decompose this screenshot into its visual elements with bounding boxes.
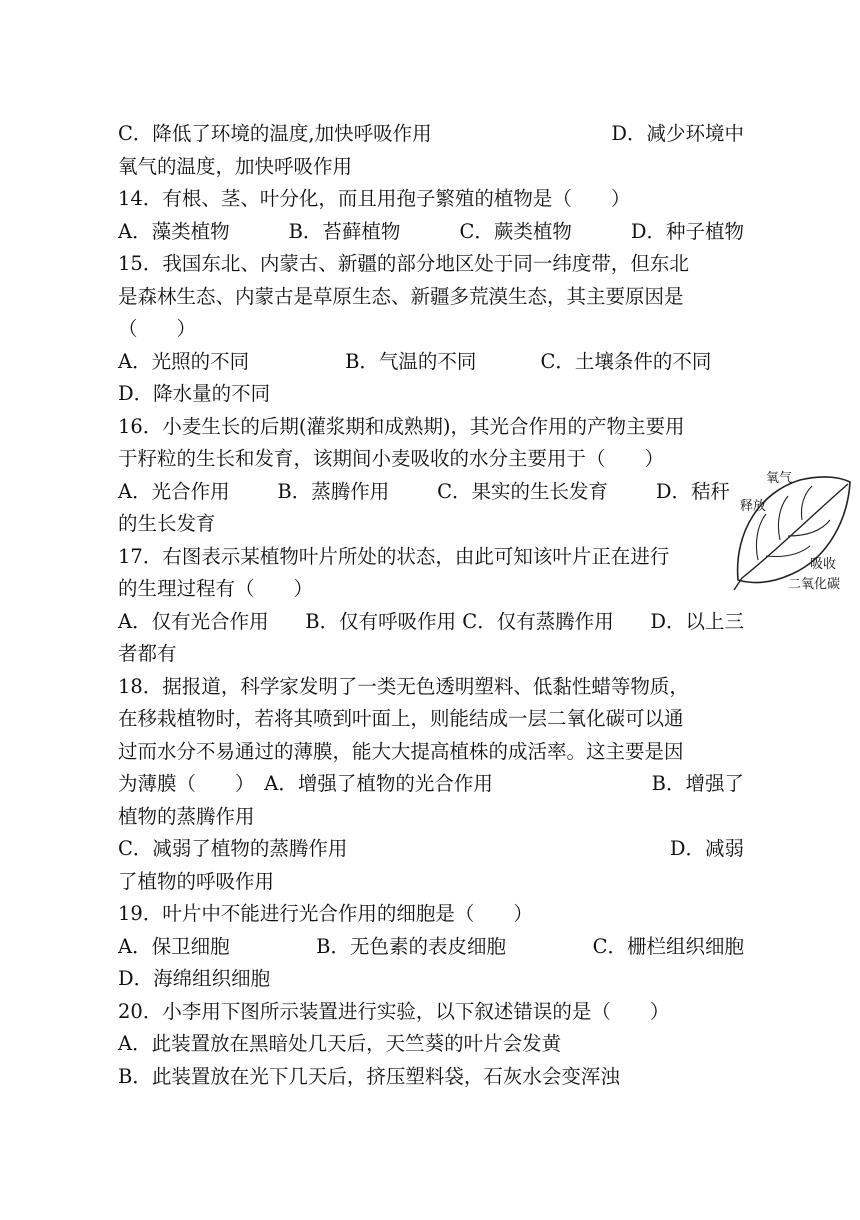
question-19: 19．叶片中不能进行光合作用的细胞是（ ） <box>118 902 533 925</box>
text-line: 氧气的温度，加快呼吸作用 <box>118 154 353 178</box>
text-line: 了植物的呼吸作用 <box>118 869 275 893</box>
option-line <box>118 118 744 151</box>
options-16 <box>118 476 730 509</box>
question-15: 15．我国东北、内蒙古、新疆的部分地区处于同一纬度带，但东北 <box>118 252 689 275</box>
absorb-label: 吸收 <box>810 557 837 572</box>
leaf-vein <box>801 486 812 520</box>
option-d: D．降水量的不同 <box>118 382 271 405</box>
option-a: A．此装置放在黑暗处几天后，天竺葵的叶片会发黄 <box>118 1032 562 1055</box>
option-d: D．海绵组织细胞 <box>118 967 271 990</box>
option-c: C．果实的生长发育 <box>437 479 609 503</box>
text-line: 过而水分不易通过的薄膜，能大大提高植株的成活率。这主要是因 <box>118 739 684 763</box>
text-line: 植物的蒸腾作用 <box>118 804 255 828</box>
option-b: B．蒸腾作用 <box>277 479 390 503</box>
option-c: C．蕨类植物 <box>459 219 572 243</box>
text-line: 在移栽植物时，若将其喷到叶面上，则能结成一层二氧化碳可以通 <box>118 707 684 730</box>
options-15 <box>118 346 744 379</box>
leaf-vein <box>788 520 830 536</box>
question-18: 18．据报道，科学家发明了一类无色透明塑料、低黏性蜡等物质， <box>118 674 689 698</box>
question-20: 20．小李用下图所示装置进行实验，以下叙述错误的是（ ） <box>118 999 670 1023</box>
text-line: 的生长发育 <box>118 512 216 535</box>
option-d: D．种子植物 <box>630 219 744 243</box>
text-line: 的生理过程有（ ） <box>118 577 314 600</box>
leaf-diagram-svg <box>730 462 856 598</box>
co2-label: 二氧化碳 <box>788 577 841 592</box>
option-line <box>118 833 744 866</box>
option-a: A．保卫细胞 <box>118 934 230 958</box>
option-d: D．以上三 <box>650 609 744 633</box>
option-a: 为薄膜（ ） A．增强了植物的光合作用 <box>118 772 493 795</box>
option-a: A．光合作用 <box>118 479 230 503</box>
question-text <box>118 118 744 1093</box>
option-c: C．降低了环境的温度,加快呼吸作用 <box>118 122 432 145</box>
option-d: D．减少环境中 <box>611 122 744 145</box>
leaf-vein <box>756 514 766 560</box>
question-14: 14．有根、茎、叶分化，而且用孢子繁殖的植物是（ ） <box>118 187 631 210</box>
option-d: D．减弱 <box>669 837 744 860</box>
oxygen-label: 氧气 <box>766 471 793 486</box>
option-d: D．秸秆 <box>655 479 730 503</box>
option-c: C．栅栏组织细胞 <box>592 934 744 958</box>
option-b: B．增强了 <box>651 772 744 795</box>
option-a: A．光照的不同 <box>118 349 250 373</box>
leaf-vein <box>778 496 788 540</box>
option-b: B．气温的不同 <box>345 349 477 373</box>
question-17: 17．右图表示某植物叶片所处的状态，由此可知该叶片正在进行 <box>118 544 670 568</box>
option-b: B．此装置放在光下几天后，挤压塑料袋，石灰水会变浑浊 <box>118 1064 620 1088</box>
leaf-diagram <box>730 462 856 598</box>
option-a: A．藻类植物 <box>118 219 230 243</box>
text-line: 于籽粒的生长和发育，该期间小麦吸收的水分主要用于（ ） <box>118 447 665 470</box>
option-a: A．仅有光合作用 <box>118 609 269 633</box>
options-14 <box>118 216 744 249</box>
release-label: 释放 <box>740 499 767 514</box>
text-line: 者都有 <box>118 642 177 665</box>
options-17 <box>118 606 744 639</box>
option-c: C．减弱了植物的蒸腾作用 <box>118 837 348 860</box>
options-19 <box>118 931 744 964</box>
answer-blank: （ ） <box>118 317 197 340</box>
text-line: 是森林生态、内蒙古是草原生态、新疆多荒漠生态，其主要原因是 <box>118 284 684 308</box>
options-18 <box>118 768 744 801</box>
option-c: C．土壤条件的不同 <box>540 349 712 373</box>
option-b: B．无色素的表皮细胞 <box>316 934 506 958</box>
question-16: 16．小麦生长的后期(灌浆期和成熟期)，其光合作用的产物主要用 <box>118 414 685 438</box>
option-b: B．苔藓植物 <box>288 219 401 243</box>
option-b-c: B．仅有呼吸作用 C．仅有蒸腾作用 <box>305 609 614 633</box>
